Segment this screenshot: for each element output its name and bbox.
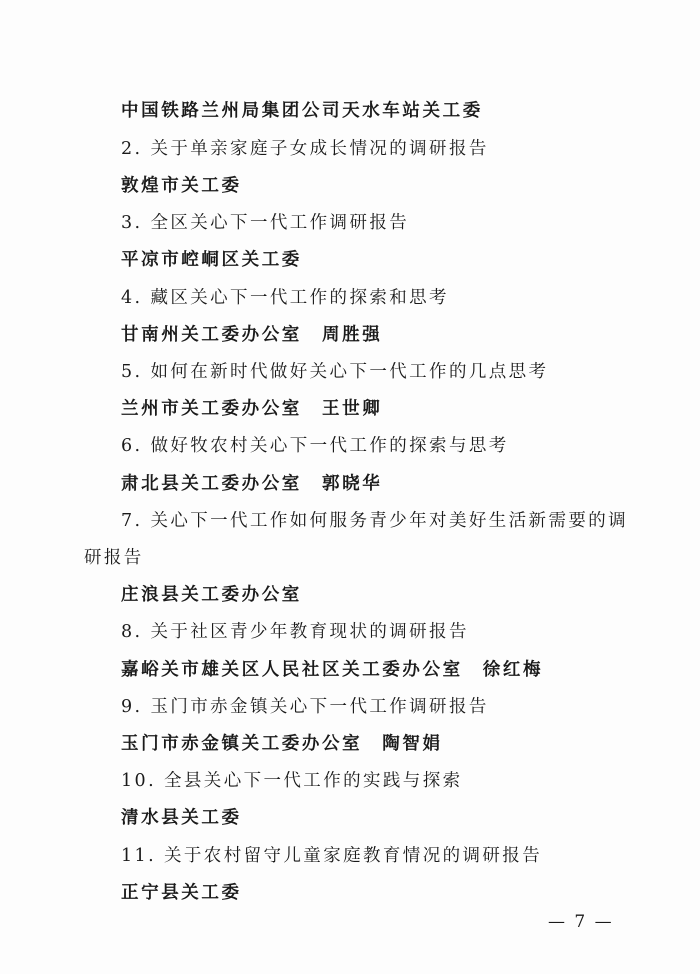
page-number: — 7 — [548,912,614,932]
report-title: 9. 玉门市赤金镇关心下一代工作调研报告 [121,697,489,717]
report-title: 2. 关于单亲家庭子女成长情况的调研报告 [121,139,489,159]
org-line: 嘉峪关市雄关区人民社区关工委办公室 徐红梅 [121,660,544,680]
org-line: 庄浪县关工委办公室 [121,585,302,605]
report-title: 4. 藏区关心下一代工作的探索和思考 [121,288,449,308]
report-title: 5. 如何在新时代做好关心下一代工作的几点思考 [121,362,549,382]
org-line: 中国铁路兰州局集团公司天水车站关工委 [121,101,483,121]
org-line: 甘南州关工委办公室 周胜强 [121,325,383,345]
report-title: 3. 全区关心下一代工作调研报告 [121,213,410,233]
report-title: 10. 全县关心下一代工作的实践与探索 [121,771,463,791]
org-line: 肃北县关工委办公室 郭晓华 [121,474,383,494]
org-line: 清水县关工委 [121,808,242,828]
report-title: 7. 关心下一代工作如何服务青少年对美好生活新需要的调 [121,511,629,531]
report-title-continuation: 研报告 [84,548,144,568]
org-line: 兰州市关工委办公室 王世卿 [121,399,383,419]
report-title: 6. 做好牧农村关心下一代工作的探索与思考 [121,436,509,456]
report-title: 11. 关于农村留守儿童家庭教育情况的调研报告 [121,846,543,866]
org-line: 正宁县关工委 [121,883,242,903]
report-title: 8. 关于社区青少年教育现状的调研报告 [121,622,469,642]
org-line: 平凉市崆峒区关工委 [121,250,302,270]
org-line: 玉门市赤金镇关工委办公室 陶智娟 [121,734,443,754]
org-line: 敦煌市关工委 [121,176,242,196]
